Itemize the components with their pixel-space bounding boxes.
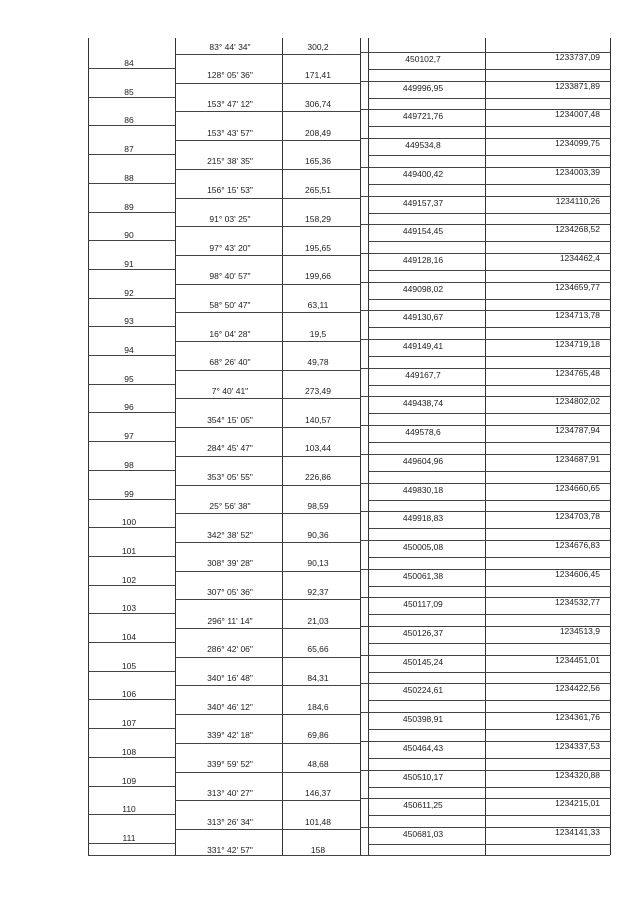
row-divider: [175, 571, 360, 572]
table-cell-y: 1234532,77: [555, 597, 600, 608]
row-divider: [88, 499, 175, 500]
table-cell-distance: 226,86: [305, 472, 331, 483]
row-divider: [88, 412, 175, 413]
column-divider: [360, 38, 361, 855]
table-cell-angle: 25° 56' 38": [209, 500, 251, 511]
table-cell-x: 450145,24: [402, 656, 444, 667]
table-cell-angle: 156° 15' 53": [207, 185, 253, 196]
table-cell-angle: 91° 03' 25": [209, 213, 251, 224]
table-cell-distance-first: 300,2: [307, 42, 329, 52]
row-divider: [368, 758, 610, 759]
table-cell-point: 107: [121, 718, 137, 729]
table-cell-angle: 313° 40' 27": [207, 787, 253, 798]
row-divider: [88, 154, 175, 155]
table-cell-distance: 199,66: [305, 271, 331, 282]
table-cell-y: 1234713,78: [555, 310, 600, 321]
table-cell-y: 1234422,56: [555, 683, 600, 694]
table-cell-point: 89: [124, 201, 134, 212]
row-divider: [368, 586, 610, 587]
table-cell-point: 88: [124, 172, 134, 183]
row-divider: [368, 844, 610, 845]
table-cell-point: 86: [124, 115, 134, 126]
row-divider: [368, 471, 610, 472]
table-cell-distance: 103,44: [305, 443, 331, 454]
table-cell-distance: 273,49: [305, 386, 331, 396]
table-cell-x: 449157,37: [402, 197, 444, 208]
row-divider: [175, 542, 360, 543]
row-divider: [175, 83, 360, 84]
row-divider: [175, 628, 360, 629]
row-divider: [88, 585, 175, 586]
row-divider: [88, 212, 175, 213]
table-cell-point: 109: [121, 775, 137, 786]
row-divider: [175, 398, 360, 399]
row-divider: [368, 327, 610, 328]
table-cell-y: 1234703,78: [555, 511, 600, 522]
row-divider: [368, 356, 610, 357]
row-divider: [368, 385, 610, 386]
table-cell-angle: 58° 50' 47": [209, 299, 251, 310]
row-divider: [175, 284, 360, 285]
table-cell-angle: 354° 15' 05": [207, 414, 253, 425]
row-divider: [175, 427, 360, 428]
table-cell-x: 449149,41: [402, 341, 444, 351]
row-divider: [88, 671, 175, 672]
table-cell-point: 106: [121, 689, 137, 700]
table-cell-y: 1234110,26: [555, 195, 600, 206]
row-divider: [88, 68, 175, 69]
row-divider: [88, 556, 175, 557]
row-divider: [175, 743, 360, 744]
column-divider: [368, 38, 369, 855]
table-cell-angle: 353° 05' 55": [207, 472, 253, 483]
table-cell-point: 96: [124, 402, 134, 413]
row-divider: [368, 643, 610, 644]
table-cell-y: 1234007,48: [555, 109, 600, 120]
row-divider: [175, 513, 360, 514]
row-divider: [175, 714, 360, 715]
row-divider: [368, 241, 610, 242]
table-cell-point: 91: [124, 258, 134, 269]
table-cell-distance: 65,66: [307, 644, 329, 655]
table-cell-y: 1234660,65: [555, 482, 600, 493]
table-cell-angle: 68° 26' 40": [209, 357, 251, 368]
row-divider: [368, 155, 610, 156]
table-cell-point: 87: [124, 144, 134, 155]
table-cell-x: 450611,25: [403, 800, 443, 811]
table-cell-point: 105: [121, 660, 137, 671]
table-cell-x: 449130,67: [402, 312, 444, 323]
table-cell-x: 450061,38: [402, 570, 444, 581]
row-divider: [88, 814, 175, 815]
row-divider: [175, 226, 360, 227]
column-divider: [485, 38, 486, 855]
table-cell-y: 1233737,09: [555, 52, 600, 62]
row-divider: [368, 270, 610, 271]
table-cell-angle: 308° 39' 28": [207, 558, 253, 569]
table-cell-point: 95: [124, 373, 134, 384]
table-cell-x: 449604,96: [402, 455, 444, 466]
table-cell-y: 1234003,39: [555, 166, 600, 177]
table-cell-y: 1234802,02: [555, 396, 600, 407]
table-cell-distance: 92,37: [307, 586, 329, 597]
row-divider: [368, 672, 610, 673]
table-cell-point: 93: [124, 316, 134, 327]
table-cell-point: 99: [124, 488, 134, 499]
table-cell-point: 100: [121, 517, 137, 528]
table-cell-x: 449167,7: [405, 369, 441, 380]
row-divider: [368, 442, 610, 443]
row-divider: [368, 557, 610, 558]
table-cell-angle: 339° 42' 18": [207, 730, 253, 741]
row-divider: [88, 843, 175, 844]
row-divider: [88, 240, 175, 241]
row-divider: [88, 269, 175, 270]
table-cell-distance: 84,31: [307, 673, 329, 683]
table-cell-y: 1234606,45: [555, 568, 600, 579]
row-divider: [175, 829, 360, 830]
table-cell-x: 450464,43: [402, 742, 444, 753]
table-cell-angle: 98° 40' 57": [209, 271, 251, 282]
table-cell-x: 450102,7: [405, 54, 441, 64]
table-cell-point: 104: [121, 632, 137, 642]
row-divider: [88, 125, 175, 126]
table-cell-angle: 340° 16' 48": [207, 673, 253, 683]
row-divider: [368, 413, 610, 414]
table-cell-x: 449996,95: [402, 82, 444, 93]
table-cell-angle-first: 83° 44' 34": [209, 42, 251, 52]
table-cell-point: 103: [121, 603, 137, 614]
table-cell-angle: 284° 45' 47": [207, 443, 253, 454]
column-divider: [175, 38, 176, 855]
row-divider: [368, 729, 610, 730]
row-divider: [175, 599, 360, 600]
table-cell-y: 1233871,89: [555, 80, 600, 91]
table-cell-x: 449400,42: [402, 168, 444, 179]
row-divider: [88, 728, 175, 729]
table-cell-distance: 19,5: [309, 328, 327, 339]
table-cell-distance: 184,6: [307, 701, 329, 712]
row-divider: [88, 441, 175, 442]
table-cell-point: 102: [121, 574, 137, 585]
table-cell-x: 449128,16: [402, 254, 444, 265]
row-divider: [175, 485, 360, 486]
row-divider: [368, 299, 610, 300]
table-cell-angle: 342° 38' 52": [207, 529, 253, 540]
row-divider: [88, 326, 175, 327]
table-cell-angle: 339° 59' 52": [207, 759, 253, 770]
table-cell-x: 449721,76: [402, 111, 444, 122]
row-divider: [368, 126, 610, 127]
row-divider: [88, 384, 175, 385]
row-divider: [88, 642, 175, 643]
table-cell-angle: 296° 11' 14": [207, 615, 253, 626]
row-divider: [368, 98, 610, 99]
table-cell-distance: 171,41: [305, 70, 331, 81]
table-cell-angle: 286° 42' 06": [207, 644, 253, 655]
table-cell-y: 1234687,91: [555, 453, 600, 464]
row-divider: [368, 614, 610, 615]
table-cell-point: 110: [122, 804, 136, 815]
row-divider: [175, 140, 360, 141]
row-divider: [368, 69, 610, 70]
table-cell-x: 449154,45: [402, 226, 444, 237]
table-cell-distance: 101,48: [305, 816, 331, 827]
row-divider: [175, 685, 360, 686]
table-cell-point: 111: [122, 832, 136, 843]
table-cell-angle: 215° 38' 35": [207, 156, 253, 167]
table-cell-x: 449578,6: [405, 427, 441, 438]
table-cell-point: 101: [121, 545, 137, 556]
row-divider: [175, 111, 360, 112]
table-cell-distance: 306,74: [305, 99, 331, 109]
table-cell-x: 449534,8: [405, 140, 441, 151]
table-cell-point: 90: [124, 230, 134, 241]
table-cell-x: 449918,83: [402, 513, 444, 524]
row-divider: [175, 772, 360, 773]
table-cell-y: 1234451,01: [555, 654, 600, 665]
table-cell-distance: 265,51: [305, 185, 331, 196]
table-cell-y: 1234215,01: [555, 798, 600, 809]
row-divider: [88, 183, 175, 184]
table-cell-angle: 97° 43' 20": [209, 242, 251, 253]
table-cell-distance: 158: [310, 845, 326, 856]
table-cell-point: 92: [124, 287, 134, 298]
row-divider: [368, 213, 610, 214]
row-divider: [175, 341, 360, 342]
table-cell-distance: 140,57: [305, 414, 331, 425]
table-cell-distance: 63,11: [307, 299, 329, 310]
table-cell-y: 1234676,83: [555, 539, 600, 550]
table-cell-distance: 48,68: [307, 759, 329, 770]
table-cell-y: 1234141,33: [555, 826, 600, 837]
column-divider: [88, 38, 89, 855]
table-cell-angle: 153° 43' 57": [207, 127, 253, 138]
table-cell-x: 450224,61: [402, 685, 444, 696]
row-divider: [175, 312, 360, 313]
table-cell-y: 1234320,88: [555, 769, 600, 780]
table-cell-point: 84: [124, 58, 134, 68]
table-cell-y: 1234513,9: [559, 626, 600, 636]
table-cell-y: 1234659,77: [555, 281, 600, 292]
table-cell-point: 98: [124, 459, 134, 470]
table-cell-y: 1234099,75: [555, 138, 600, 149]
table-cell-x: 449438,74: [402, 398, 444, 409]
table-cell-x: 450510,17: [402, 771, 444, 782]
row-divider: [175, 370, 360, 371]
row-divider: [368, 700, 610, 701]
table-cell-y: 1234361,76: [555, 712, 600, 723]
table-cell-y: 1234719,18: [555, 339, 600, 349]
row-divider: [88, 786, 175, 787]
row-divider: [175, 54, 360, 55]
table-cell-distance: 195,65: [305, 242, 331, 253]
table-cell-distance: 69,86: [307, 730, 329, 741]
table-cell-distance: 146,37: [305, 787, 331, 798]
row-divider: [368, 815, 610, 816]
table-cell-angle: 331° 42' 57": [207, 845, 253, 856]
table-cell-y: 1234337,53: [555, 740, 600, 751]
row-divider: [88, 355, 175, 356]
table-cell-distance: 98,59: [307, 500, 329, 511]
row-divider: [368, 787, 610, 788]
table-cell-distance: 165,36: [305, 156, 331, 167]
table-cell-distance: 90,13: [307, 558, 329, 569]
row-divider: [175, 169, 360, 170]
row-divider: [88, 757, 175, 758]
column-divider: [610, 38, 611, 855]
row-divider: [88, 527, 175, 528]
table-cell-angle: 307° 05' 36": [207, 586, 253, 597]
table-cell-angle: 313° 26' 34": [207, 816, 253, 827]
table-cell-angle: 16° 04' 28": [209, 328, 251, 339]
table-cell-angle: 340° 46' 12": [207, 701, 253, 712]
column-divider: [282, 38, 283, 855]
row-divider: [175, 657, 360, 658]
table-cell-y: 1234462,4: [559, 252, 600, 263]
row-divider: [88, 470, 175, 471]
table-cell-x: 449098,02: [402, 283, 444, 294]
table-cell-angle: 153° 47' 12": [207, 99, 253, 109]
row-divider: [368, 184, 610, 185]
row-divider: [175, 198, 360, 199]
table-cell-point: 108: [121, 746, 137, 757]
table-cell-distance: 208,49: [305, 127, 331, 138]
table-cell-x: 450126,37: [402, 628, 444, 638]
table-cell-point: 97: [124, 431, 134, 442]
table-cell-y: 1234268,52: [555, 224, 600, 235]
table-cell-x: 450681,03: [402, 828, 444, 839]
table-bottom-border: [88, 855, 610, 856]
table-cell-x: 450117,09: [403, 599, 443, 610]
table-cell-y: 1234765,48: [555, 367, 600, 378]
row-divider: [88, 97, 175, 98]
table-cell-angle: 128° 05' 36": [207, 70, 253, 81]
table-cell-point: 94: [124, 345, 134, 355]
row-divider: [175, 255, 360, 256]
table-cell-distance: 21,03: [307, 615, 329, 626]
table-cell-y: 1234787,94: [555, 425, 600, 436]
table-cell-distance: 49,78: [307, 357, 329, 368]
row-divider: [368, 528, 610, 529]
table-cell-x: 450398,91: [402, 714, 444, 725]
table-cell-x: 449830,18: [402, 484, 444, 495]
row-divider: [368, 500, 610, 501]
row-divider: [88, 613, 175, 614]
table-cell-distance: 158,29: [305, 213, 331, 224]
table-cell-x: 450005,08: [402, 541, 444, 552]
table-cell-distance: 90,36: [307, 529, 329, 540]
row-divider: [175, 456, 360, 457]
table-cell-angle: 7° 40' 41": [211, 386, 249, 396]
table-cell-point: 85: [124, 86, 134, 97]
row-divider: [88, 298, 175, 299]
row-divider: [175, 800, 360, 801]
row-divider: [88, 699, 175, 700]
